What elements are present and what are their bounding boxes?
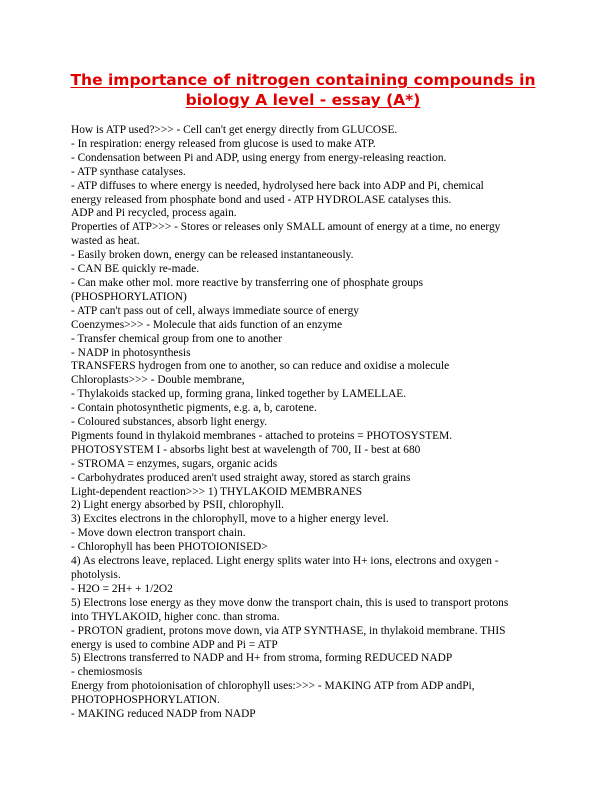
- text-line: - CAN BE quickly re-made.: [71, 263, 200, 276]
- text-line: photolysis.: [71, 569, 121, 581]
- text-line: Energy from photoionisation of chlorophyll uses:>>> - MAKING ATP from ADP andPi,: [71, 680, 475, 693]
- text-line: Light-dependent reaction>>> 1) THYLAKOID MEMBRANES: [71, 485, 363, 498]
- text-line: - ATP synthase catalyses.: [71, 165, 186, 178]
- text-line: - Condensation between Pi and ADP, using energy from energy-releasing reaction.: [71, 151, 447, 164]
- text-line: energy released from phosphate bond and used - ATP HYDROLASE catalyses this.: [71, 193, 452, 206]
- title-line-1: The importance of nitrogen containing compounds in: [70, 71, 536, 89]
- text-line: How is ATP used?>>> - Cell can't get energy directly from GLUCOSE.: [71, 124, 398, 136]
- text-line: PHOTOSYSTEM I - absorbs light best at wavelength of 700, II - best at 680: [71, 443, 421, 456]
- text-line: - MAKING reduced NADP from NADP: [71, 708, 256, 721]
- text-line: - ATP can't pass out of cell, always immediate source of energy: [71, 304, 360, 317]
- text-line: Chloroplasts>>> - Double membrane,: [71, 374, 245, 387]
- text-line: into THYLAKOID, higher conc. than stroma.: [71, 610, 280, 623]
- text-line: - STROMA = enzymes, sugars, organic acids: [71, 457, 278, 470]
- text-line: Properties of ATP>>> - Stores or releases only SMALL amount of energy at a time, no energy: [71, 221, 501, 234]
- text-line: - Move down electron transport chain.: [71, 527, 246, 540]
- text-line: - chemiosmosis: [71, 666, 143, 679]
- text-line: - Can make other mol. more reactive by transferring one of phosphate groups: [71, 276, 424, 289]
- text-line: - Chlorophyll has been PHOTOIONISED>: [71, 541, 268, 554]
- document-title: [60, 70, 546, 110]
- text-line: 5) Electrons transferred to NADP and H+ from stroma, forming REDUCED NADP: [71, 652, 453, 665]
- text-line: wasted as heat.: [71, 235, 140, 248]
- text-line: TRANSFERS hydrogen from one to another, so can reduce and oxidise a molecule: [71, 360, 450, 373]
- text-line: - PROTON gradient, protons move down, via ATP SYNTHASE, in thylakoid membrane. THIS: [71, 624, 506, 637]
- text-line: energy is used to combine ADP and Pi = ATP: [71, 638, 278, 651]
- title-line-2: biology A level - essay (A*): [185, 91, 421, 109]
- text-line: 2) Light energy absorbed by PSII, chlorophyll.: [71, 499, 285, 512]
- text-line: ADP and Pi recycled, process again.: [71, 207, 237, 220]
- text-line: - In respiration: energy released from glucose is used to make ATP.: [71, 137, 376, 150]
- document-body: [71, 124, 541, 722]
- text-line: - NADP in photosynthesis: [71, 346, 191, 359]
- text-line: 5) Electrons lose energy as they move donw the transport chain, this is used to transport protons: [71, 596, 509, 609]
- text-line: - Contain photosynthetic pigments, e.g. a, b, carotene.: [71, 402, 317, 415]
- text-line: - Coloured substances, absorb light energy.: [71, 416, 268, 429]
- text-line: - H2O = 2H+ + 1/2O2: [71, 582, 173, 595]
- text-line: - Transfer chemical group from one to another: [71, 332, 282, 345]
- text-line: - Thylakoids stacked up, forming grana, linked together by LAMELLAE.: [71, 388, 407, 401]
- text-line: - Easily broken down, energy can be released instantaneously.: [71, 249, 354, 262]
- text-line: Coenzymes>>> - Molecule that aids function of an enzyme: [71, 318, 343, 331]
- text-line: Pigments found in thylakoid membranes - attached to proteins = PHOTOSYSTEM.: [71, 429, 453, 442]
- text-line: (PHOSPHORYLATION): [71, 290, 187, 303]
- text-line: 4) As electrons leave, replaced. Light energy splits water into H+ ions, electrons and oxygen -: [71, 555, 499, 568]
- text-line: - ATP diffuses to where energy is needed, hydrolysed here back into ADP and Pi, chemical: [71, 179, 484, 192]
- text-line: - Carbohydrates produced aren't used straight away, stored as starch grains: [71, 471, 411, 484]
- text-line: 3) Excites electrons in the chlorophyll, move to a higher energy level.: [71, 513, 389, 526]
- text-line: PHOTOPHOSPHORYLATION.: [71, 694, 220, 707]
